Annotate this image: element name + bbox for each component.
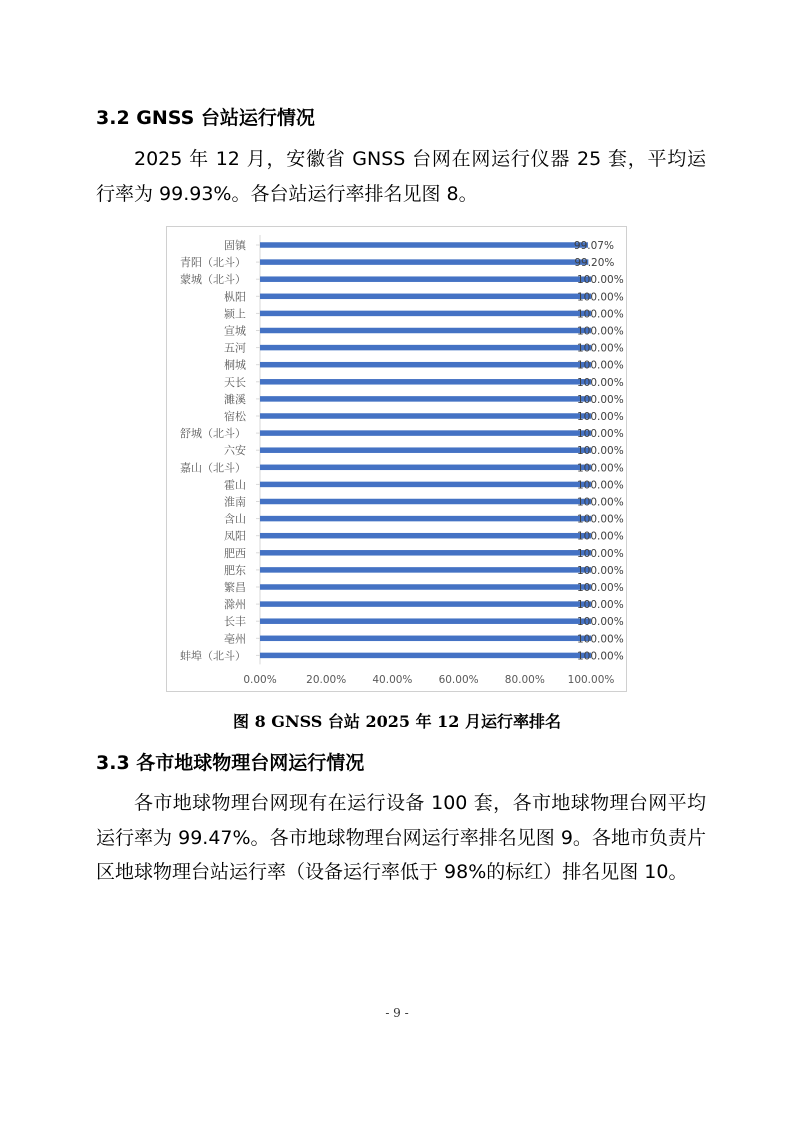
category-label: 淮南 [224,495,246,509]
category-label: 霍山 [224,478,246,492]
category-label: 五河 [224,341,246,355]
bar [260,328,591,334]
bar [260,550,591,556]
bar [260,276,591,282]
category-label: 长丰 [224,615,246,629]
bar [260,294,591,300]
data-label: 100.00% [577,496,624,509]
data-label: 100.00% [577,582,624,594]
data-label: 100.00% [577,445,624,458]
data-label: 100.00% [577,359,624,372]
bar [260,499,591,505]
data-label: 100.00% [577,428,624,441]
x-tick-label: 60.00% [438,674,479,686]
bar [260,396,591,402]
category-label: 六安 [224,444,246,458]
category-label: 肥西 [224,546,246,560]
bar [260,379,591,385]
data-label: 100.00% [577,513,624,526]
bar [260,311,591,317]
data-label: 100.00% [577,599,624,612]
bar [260,584,591,590]
data-label: 100.00% [577,650,624,663]
data-label: 99.20% [574,257,615,270]
category-label: 滁州 [224,598,246,612]
x-tick-label: 0.00% [243,674,277,686]
bar [260,430,591,436]
category-label: 肥东 [224,563,246,577]
page-number: - 9 - [385,1006,409,1020]
bar [260,242,588,248]
category-label: 宣城 [224,324,246,338]
bar [260,465,591,471]
paragraph-gnss-summary: 2025 年 12 月，安徽省 GNSS 台网在网运行仪器 25 套，平均运行率为 99.93%。各台站运行率排名见图 8。 [96,148,706,205]
bar [260,413,591,419]
bar-chart-svg [167,227,628,693]
bar [260,516,591,522]
bar [260,567,591,573]
bar [260,362,591,368]
category-label: 桐城 [224,358,246,372]
data-label: 100.00% [577,633,624,646]
data-label: 100.00% [577,530,624,543]
data-label: 100.00% [577,547,624,560]
category-label: 宿松 [224,410,246,423]
category-label: 颍上 [224,307,246,321]
data-label: 100.00% [577,479,624,492]
category-label: 濉溪 [224,392,246,406]
x-tick-label: 40.00% [372,674,413,686]
figure-caption: 图 8 GNSS 台站 2025 年 12 月运行率排名 [233,712,561,731]
data-label: 100.00% [577,376,624,389]
category-label: 亳州 [224,632,246,646]
data-label: 100.00% [577,616,624,629]
data-label: 99.07% [573,240,614,252]
category-label: 嘉山（北斗） [180,461,246,475]
bar [260,618,591,624]
bar [260,259,588,265]
x-tick-label: 100.00% [567,674,615,686]
section-heading-geophysics: 3.3 各市地球物理台网运行情况 [96,752,365,774]
section-heading-gnss: 3.2 GNSS 台站运行情况 [96,107,315,129]
category-label: 繁昌 [224,581,246,594]
category-label: 凤阳 [224,529,246,543]
bar [260,345,591,351]
category-label: 枞阳 [224,290,246,304]
data-label: 100.00% [577,308,624,321]
category-label: 舒城（北斗） [180,427,246,441]
data-label: 100.00% [577,411,624,423]
bar [260,482,591,488]
data-label: 100.00% [577,462,624,475]
category-label: 青阳（北斗） [180,256,246,270]
x-tick-label: 80.00% [504,674,545,686]
x-tick-label: 20.00% [306,674,347,686]
bar [260,447,591,453]
category-label: 蒙城（北斗） [180,273,246,287]
data-label: 100.00% [577,342,624,355]
bar [260,533,591,539]
bar [260,653,591,659]
category-label: 天长 [224,375,246,389]
data-label: 100.00% [577,291,624,304]
data-label: 100.00% [577,564,624,577]
station-ranking-chart [166,226,627,692]
paragraph-geophysics-summary: 各市地球物理台网现有在运行设备 100 套，各市地球物理台网平均运行率为 99.47%。各市地球物理台网运行率排名见图 9。各地市负责片区地球物理台站运行率（设备运行率低于 98%的标红）排名见图 10。 [96,792,706,883]
data-label: 100.00% [577,393,624,406]
data-label: 100.00% [577,325,624,338]
bar [260,636,591,642]
data-label: 100.00% [577,274,624,287]
category-label: 含山 [224,512,246,526]
category-label: 蚌埠（北斗） [180,649,246,663]
bar [260,601,591,607]
category-label: 固镇 [224,239,246,252]
